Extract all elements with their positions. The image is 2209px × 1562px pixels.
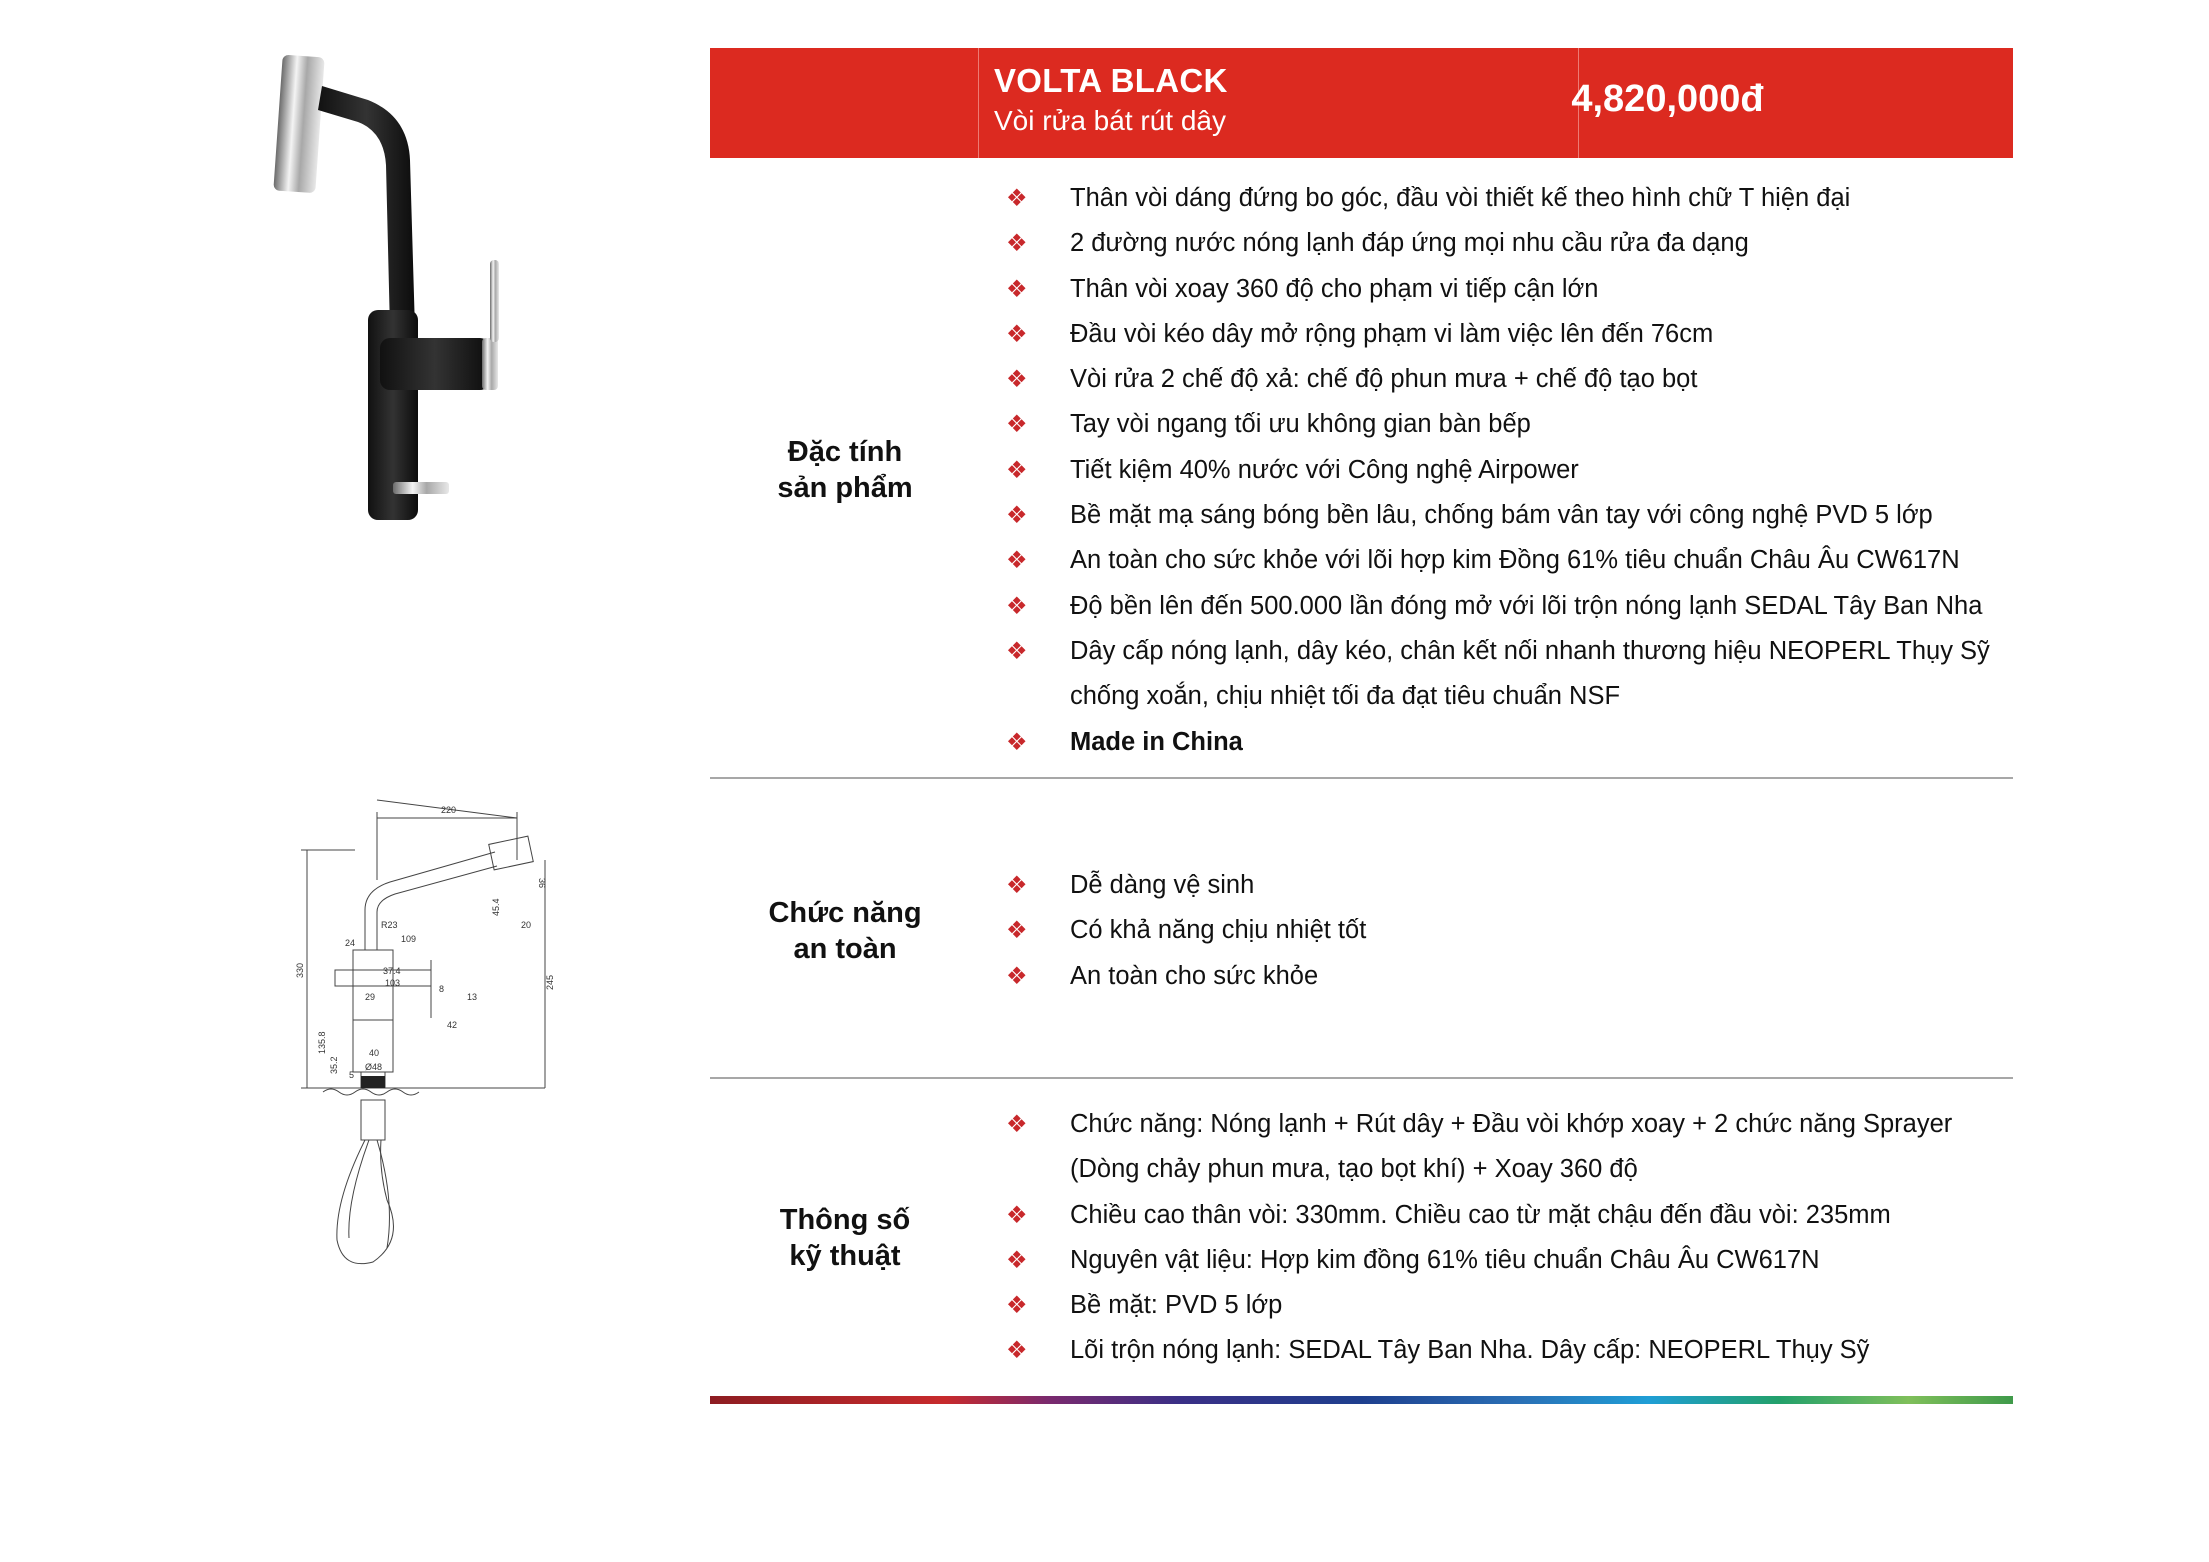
product-name: VOLTA BLACK	[994, 62, 1228, 99]
dim-42: 42	[447, 1020, 458, 1030]
section-label-line: sản phẩm	[777, 472, 913, 504]
diamond-cluster-icon: ❖	[1006, 230, 1028, 258]
section-label-line: Đặc tính	[787, 436, 903, 468]
diamond-cluster-icon: ❖	[1006, 917, 1028, 945]
section-label-features	[710, 434, 980, 506]
list-item: ❖ Bề mặt: PVD 5 lớp	[1006, 1283, 2006, 1328]
dim-40: 40	[369, 1048, 380, 1058]
diamond-cluster-icon: ❖	[1006, 320, 1028, 348]
safety-list	[1006, 863, 2006, 999]
dim-37-4: 37.4	[383, 966, 401, 976]
diamond-cluster-icon: ❖	[1006, 872, 1028, 899]
diamond-cluster-icon: ❖	[1006, 1337, 1028, 1365]
list-item: ❖ An toàn cho sức khỏe với lõi hợp kim Đồng 61% tiêu chuẩn Châu Âu CW617N	[1006, 538, 2006, 583]
list-item: ❖ Độ bền lên đến 500.000 lần đóng mở với lõi trộn nóng lạnh SEDAL Tây Ban Nha	[1006, 584, 2006, 629]
dim-103: 103	[385, 978, 401, 988]
diamond-cluster-icon: ❖	[1006, 728, 1028, 756]
diamond-cluster-icon: ❖	[1006, 366, 1028, 394]
dim-109: 109	[401, 934, 417, 944]
list-item: ❖ 2 đường nước nóng lạnh đáp ứng mọi nhu cầu rửa đa dạng	[1006, 221, 2006, 266]
diamond-cluster-icon: ❖	[1006, 1201, 1028, 1229]
section-label-line: an toàn	[793, 933, 897, 965]
diamond-cluster-icon: ❖	[1006, 547, 1028, 575]
list-item: ❖ An toàn cho sức khỏe	[1006, 954, 2006, 999]
diamond-cluster-icon: ❖	[1006, 275, 1028, 303]
dim-r23: R23	[381, 920, 398, 930]
dim-220: 220	[441, 805, 457, 815]
dim-245: 245	[545, 974, 555, 990]
diamond-cluster-icon: ❖	[1006, 962, 1028, 990]
faucet-technical-drawing	[295, 800, 565, 1290]
product-price: 4,820,000đ	[1571, 78, 1764, 120]
dim-135-8: 135.8	[317, 1031, 327, 1054]
list-item: ❖ Lõi trộn nóng lạnh: SEDAL Tây Ban Nha. Dây cấp: NEOPERL Thụy Sỹ	[1006, 1328, 2006, 1373]
list-item: ❖ Dây cấp nóng lạnh, dây kéo, chân kết nối nhanh thương hiệu NEOPERL Thụy Sỹ	[1006, 629, 2006, 674]
dim-24: 24	[345, 938, 356, 948]
product-header-bar	[710, 48, 2013, 158]
diamond-cluster-icon: ❖	[1006, 185, 1028, 212]
list-item: ❖ Đầu vòi kéo dây mở rộng phạm vi làm việc lên đến 76cm	[1006, 312, 2006, 357]
section-divider	[710, 1077, 2013, 1079]
dim-8: 8	[439, 984, 445, 994]
section-label-line: Thông số	[779, 1204, 911, 1236]
dim-20: 20	[521, 920, 532, 930]
list-item: ❖ Nguyên vật liệu: Hợp kim đồng 61% tiêu chuẩn Châu Âu CW617N	[1006, 1238, 2006, 1283]
list-item: ❖ Có khả năng chịu nhiệt tốt	[1006, 908, 2006, 953]
dim-330: 330	[295, 962, 305, 978]
list-item: ❖ Dễ dàng vệ sinh	[1006, 863, 2006, 908]
list-item: ❖ Made in China	[1006, 720, 2006, 765]
header-separator	[978, 48, 979, 158]
diamond-cluster-icon: ❖	[1006, 1111, 1028, 1138]
diamond-cluster-icon: ❖	[1006, 592, 1028, 620]
diamond-cluster-icon: ❖	[1006, 502, 1028, 530]
specs-list	[1006, 1102, 2006, 1374]
dim-5: 5	[349, 1070, 355, 1080]
section-label-line: Chức năng	[768, 897, 922, 929]
list-item-continuation: chống xoắn, chịu nhiệt tối đa đạt tiêu chuẩn NSF	[1070, 682, 1621, 711]
section-label-safety	[710, 895, 980, 967]
list-item: ❖ Chức năng: Nóng lạnh + Rút dây + Đầu vòi khớp xoay + 2 chức năng Sprayer	[1006, 1102, 2006, 1147]
rainbow-footer-stripe	[710, 1396, 2013, 1404]
list-item: ❖ Thân vòi xoay 360 độ cho phạm vi tiếp cận lớn	[1006, 267, 2006, 312]
dim-45-4: 45.4	[491, 898, 501, 916]
list-item: ❖ Bề mặt mạ sáng bóng bền lâu, chống bám vân tay với công nghệ PVD 5 lớp	[1006, 493, 2006, 538]
diamond-cluster-icon: ❖	[1006, 1246, 1028, 1274]
diamond-cluster-icon: ❖	[1006, 456, 1028, 484]
list-item: ❖ Tay vòi ngang tối ưu không gian bàn bếp	[1006, 402, 2006, 447]
feature-list	[1006, 176, 2006, 765]
list-item: ❖ Thân vòi dáng đứng bo góc, đầu vòi thiết kế theo hình chữ T hiện đại	[1006, 176, 2006, 221]
section-label-line: kỹ thuật	[789, 1240, 901, 1272]
diamond-cluster-icon: ❖	[1006, 411, 1028, 439]
dim-29: 29	[365, 992, 376, 1002]
dim-13: 13	[467, 992, 478, 1002]
dim-35-2: 35.2	[329, 1056, 339, 1074]
diamond-cluster-icon: ❖	[1006, 1292, 1028, 1320]
section-divider	[710, 777, 2013, 779]
list-item: ❖ Chiều cao thân vòi: 330mm. Chiều cao từ mặt chậu đến đầu vòi: 235mm	[1006, 1193, 2006, 1238]
list-item-continuation: (Dòng chảy phun mưa, tạo bọt khí) + Xoay 360 độ	[1070, 1155, 1638, 1184]
dim-d48: Ø48	[365, 1062, 383, 1072]
diamond-cluster-icon: ❖	[1006, 637, 1028, 665]
section-label-specs	[710, 1202, 980, 1274]
product-subtitle: Vòi rửa bát rút dây	[994, 105, 1226, 136]
list-item: ❖ Vòi rửa 2 chế độ xả: chế độ phun mưa + chế độ tạo bọt	[1006, 357, 2006, 402]
list-item: ❖ Tiết kiệm 40% nước với Công nghệ Airpower	[1006, 448, 2006, 493]
faucet-product-image	[260, 50, 560, 510]
dim-36: 36	[537, 878, 547, 889]
